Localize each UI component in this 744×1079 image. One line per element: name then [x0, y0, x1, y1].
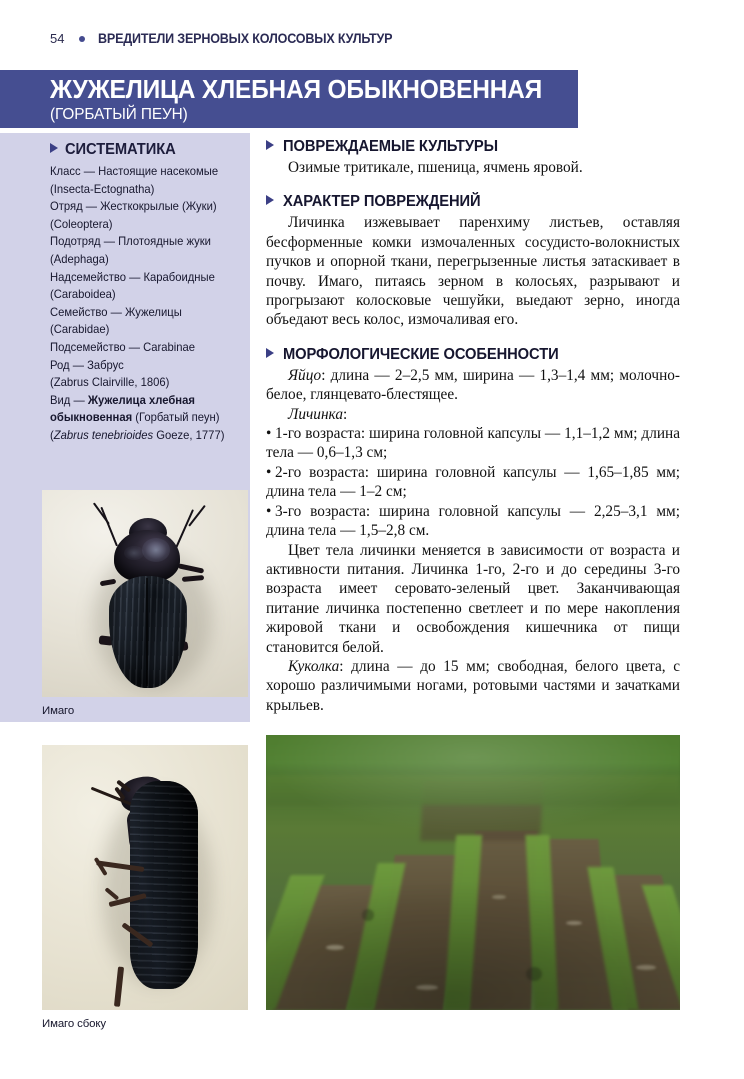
- species-latin-name: Zabrus tenebrioides: [53, 428, 154, 442]
- taxonomy-list: [50, 163, 234, 445]
- damage-character-text: Личинка изжевывает паренхиму листьев, оставляя бесформенные комки измочаленных сосудисто-волокнистых пучков и опорной ткани, перегрызенные листья затаскивает в почву. Имаго, питаясь зерном в колосьях, разрывают и прогрызают колосковые чешуйки, выедают зерно, иногда объедают весь колос, измочаливая его.: [266, 214, 680, 329]
- section-morphology: [266, 346, 680, 715]
- taxonomy-line: Класс — Настоящие насекомые: [50, 165, 219, 178]
- larva-label: Личинка: [288, 405, 343, 423]
- running-head-title: ВРЕДИТЕЛИ ЗЕРНОВЫХ КОЛОСОВЫХ КУЛЬТУР: [98, 31, 393, 46]
- taxonomy-line: Семейство — Жужелицы: [50, 305, 182, 319]
- systematics-heading: [50, 141, 240, 159]
- triangle-right-icon: [50, 143, 58, 153]
- taxonomy-line: Надсемейство — Карабоидные: [50, 270, 215, 284]
- egg-description: [266, 366, 680, 405]
- larva-instar-2-text: 2-го возраста: ширина головной капсулы — 1,65–1,85 мм; длина тела — 1–2 см;: [266, 463, 680, 501]
- section-morphology-heading: [266, 346, 680, 364]
- main-content-column: [266, 138, 680, 715]
- page-number: 54: [50, 31, 65, 46]
- running-head: [50, 31, 415, 46]
- section-damaged-crops-heading: [266, 138, 680, 156]
- taxonomy-line: Отряд — Жесткокрылые (Жуки): [50, 200, 217, 214]
- triangle-right-icon: [266, 140, 274, 150]
- section-damaged-crops-label: ПОВРЕЖДАЕМЫЕ КУЛЬТУРЫ: [283, 138, 498, 155]
- larva-instar-1: [266, 424, 680, 463]
- pupa-description: [266, 657, 680, 715]
- systematics-heading-label: СИСТЕМАТИКА: [65, 141, 176, 158]
- taxonomy-line: Подсемейство — Carabinae: [50, 340, 196, 354]
- taxonomy-line: Род — Забрус: [50, 358, 124, 372]
- field-damage-figure: [266, 735, 680, 755]
- larva-colon: :: [342, 405, 348, 423]
- species-author-year: Goeze, 1777: [153, 428, 221, 442]
- imago-lateral-photo: [42, 745, 248, 1010]
- larva-label-line: [266, 405, 680, 424]
- taxonomy-line: (Carabidae): [50, 323, 110, 337]
- taxonomy-species-line: [50, 392, 234, 427]
- bullet-dot-icon: •: [266, 425, 272, 443]
- species-name: Жужелица хлебная обыкновенная: [50, 393, 195, 425]
- taxonomy-latin-line: (Zabrus tenebrioides Goeze, 1777): [50, 428, 225, 442]
- species-prefix: Вид —: [50, 393, 88, 407]
- bullet-dot-icon: •: [266, 502, 272, 520]
- imago-dorsal-caption: Имаго: [42, 705, 75, 717]
- egg-text: : длина — 2–2,5 мм, ширина — 1,3–1,4 мм; молочно-белое, глянцевато-блестящее.: [266, 366, 680, 404]
- taxonomy-line: (Caraboidea): [50, 288, 116, 302]
- page-title: ЖУЖЕЛИЦА ХЛЕБНАЯ ОБЫКНОВЕННАЯ: [50, 76, 543, 104]
- section-damage-character-heading: [266, 193, 680, 211]
- imago-dorsal-figure: [42, 490, 248, 717]
- imago-lateral-figure: [42, 745, 248, 1030]
- larva-instar-3: [266, 502, 680, 541]
- page-title-banner: [0, 70, 578, 128]
- imago-lateral-caption: Имаго сбоку: [42, 1018, 107, 1030]
- triangle-right-icon: [266, 195, 274, 205]
- bullet-dot-icon: [79, 36, 85, 42]
- larva-color-text: Цвет тела личинки меняется в зависимости от возраста и активности питания. Личинка 1-го, 2-го и до середины 3-го возраста имеет серовато-зеленый цвет. Заканчивающая питание личинка постепенно светлеет и по мере накопления жировой ткани и освобождения кишечника от пищи становится белой.: [266, 541, 680, 656]
- triangle-right-icon: [266, 348, 274, 358]
- larva-instar-1-text: 1-го возраста: ширина головной капсулы — 1,1–1,2 мм; длина тела — 0,6–1,3 см;: [266, 425, 680, 462]
- bullet-dot-icon: •: [266, 463, 272, 481]
- section-damage-character: [266, 193, 680, 329]
- taxonomy-line: (Insecta-Ectognatha): [50, 182, 155, 196]
- section-morphology-label: МОРФОЛОГИЧЕСКИЕ ОСОБЕННОСТИ: [283, 345, 559, 363]
- larva-instar-2: [266, 463, 680, 502]
- page-subtitle: (ГОРБАТЫЙ ПЕУН): [50, 106, 188, 123]
- taxonomy-line: (Zabrus Clairville, 1806): [50, 376, 170, 390]
- section-damage-character-label: ХАРАКТЕР ПОВРЕЖДЕНИЙ: [283, 193, 481, 211]
- taxonomy-line: (Coleoptera): [50, 217, 113, 231]
- taxonomy-line: (Adephaga): [50, 252, 109, 266]
- damaged-crops-text: Озимые тритикале, пшеница, ячмень яровой.: [288, 159, 583, 176]
- species-common-name: (Горбатый пеун): [132, 411, 220, 425]
- larva-instar-3-text: 3-го возраста: ширина головной капсулы — 2,25–3,1 мм; длина тела — 1,5–2,8 см.: [266, 502, 680, 540]
- section-damaged-crops: [266, 138, 680, 177]
- taxonomy-line: Подотряд — Плотоядные жуки: [50, 235, 211, 249]
- pupa-text: : длина — до 15 мм; свободная, белого цвета, с хорошо различимыми ногами, ротовыми частями и зачатками крыльев.: [266, 657, 680, 714]
- field-damage-photo: [266, 735, 680, 1010]
- egg-label: Яйцо: [288, 366, 322, 384]
- pupa-label: Куколка: [288, 657, 340, 675]
- imago-dorsal-photo: [42, 490, 248, 697]
